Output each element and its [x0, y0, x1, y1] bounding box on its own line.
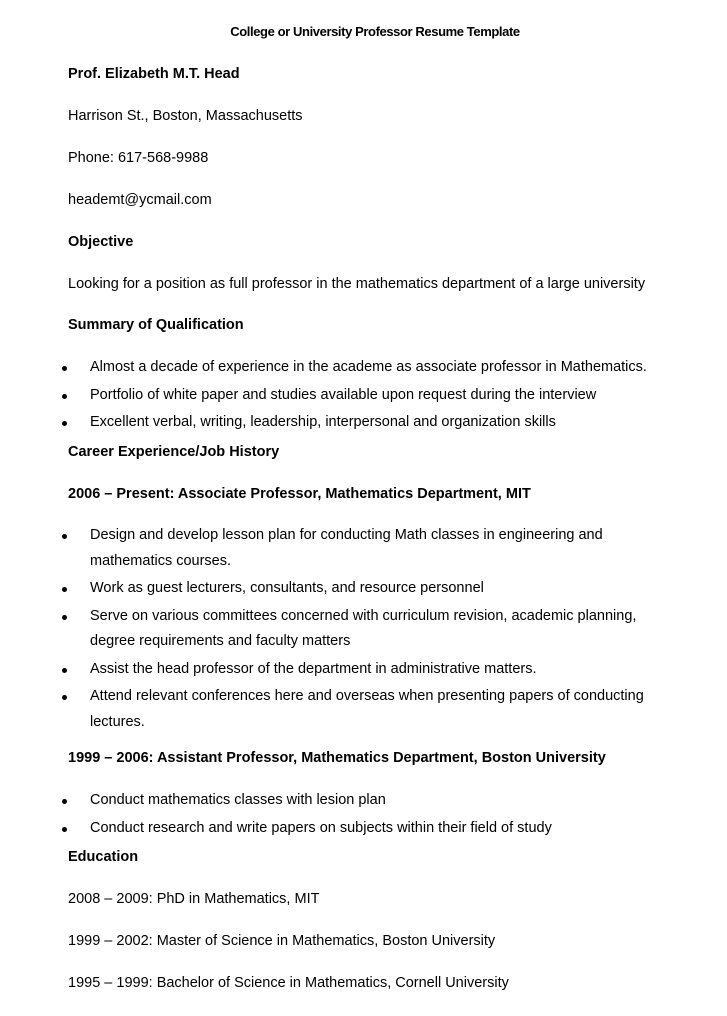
document-title: College or University Professor Resume Template	[230, 24, 520, 39]
list-item	[0, 684, 675, 735]
bullet-icon	[62, 827, 67, 832]
education-item: 1999 – 2002: Master of Science in Mathematics, Boston University	[68, 933, 496, 949]
candidate-name: Prof. Elizabeth M.T. Head	[68, 66, 240, 82]
list-item	[0, 523, 675, 574]
duty-text: Assist the head professor of the department in administrative matters.	[90, 660, 537, 677]
bullet-icon	[62, 615, 67, 620]
list-item	[0, 355, 675, 381]
qualification-text: Portfolio of white paper and studies available upon request during the interview	[90, 386, 597, 403]
objective-text: Looking for a position as full professor in the mathematics department of a large university	[68, 276, 646, 292]
education-heading: Education	[68, 849, 139, 865]
qualification-text: Almost a decade of experience in the academe as associate professor in Mathematics.	[90, 359, 647, 375]
duty-text: Design and develop lesson plan for conducting Math classes in engineering and mathematics courses.	[90, 527, 603, 569]
list-item	[0, 657, 675, 683]
duty-text: Serve on various committees concerned with curriculum revision, academic planning, degree requirements and faculty matters	[90, 607, 637, 649]
list-item	[0, 788, 675, 814]
job-title: 1999 – 2006: Assistant Professor, Mathematics Department, Boston University	[68, 750, 606, 766]
qualifications-list	[0, 355, 675, 438]
email: heademt@ycmail.com	[68, 192, 212, 208]
list-item	[0, 576, 675, 602]
list-item	[0, 383, 675, 409]
address: Harrison St., Boston, Massachusetts	[68, 108, 303, 124]
objective-heading: Objective	[68, 234, 134, 250]
duty-text: Conduct research and write papers on subjects within their field of study	[90, 819, 552, 836]
bullet-icon	[62, 534, 67, 539]
list-item	[0, 816, 675, 842]
job-duties-list	[0, 788, 675, 843]
qualification-text: Excellent verbal, writing, leadership, interpersonal and organization skills	[90, 414, 556, 430]
bullet-icon	[62, 421, 67, 426]
bullet-icon	[62, 695, 67, 700]
bullet-icon	[62, 668, 67, 673]
bullet-icon	[62, 394, 67, 399]
duty-text: Work as guest lecturers, consultants, and resource personnel	[90, 580, 484, 596]
phone: Phone: 617-568-9988	[68, 150, 209, 166]
duty-text: Conduct mathematics classes with lesion plan	[90, 792, 386, 808]
job-title: 2006 – Present: Associate Professor, Mathematics Department, MIT	[68, 486, 531, 502]
list-item	[0, 410, 675, 436]
education-item: 1995 – 1999: Bachelor of Science in Mathematics, Cornell University	[68, 975, 509, 991]
career-heading: Career Experience/Job History	[68, 444, 280, 460]
education-item: 2008 – 2009: PhD in Mathematics, MIT	[68, 891, 320, 907]
duty-text: Attend relevant conferences here and overseas when presenting papers of conducting lectures.	[90, 688, 644, 730]
bullet-icon	[62, 799, 67, 804]
qualifications-heading: Summary of Qualification	[68, 317, 244, 333]
bullet-icon	[62, 366, 67, 371]
bullet-icon	[62, 587, 67, 592]
list-item	[0, 604, 675, 655]
job-duties-list	[0, 523, 675, 737]
